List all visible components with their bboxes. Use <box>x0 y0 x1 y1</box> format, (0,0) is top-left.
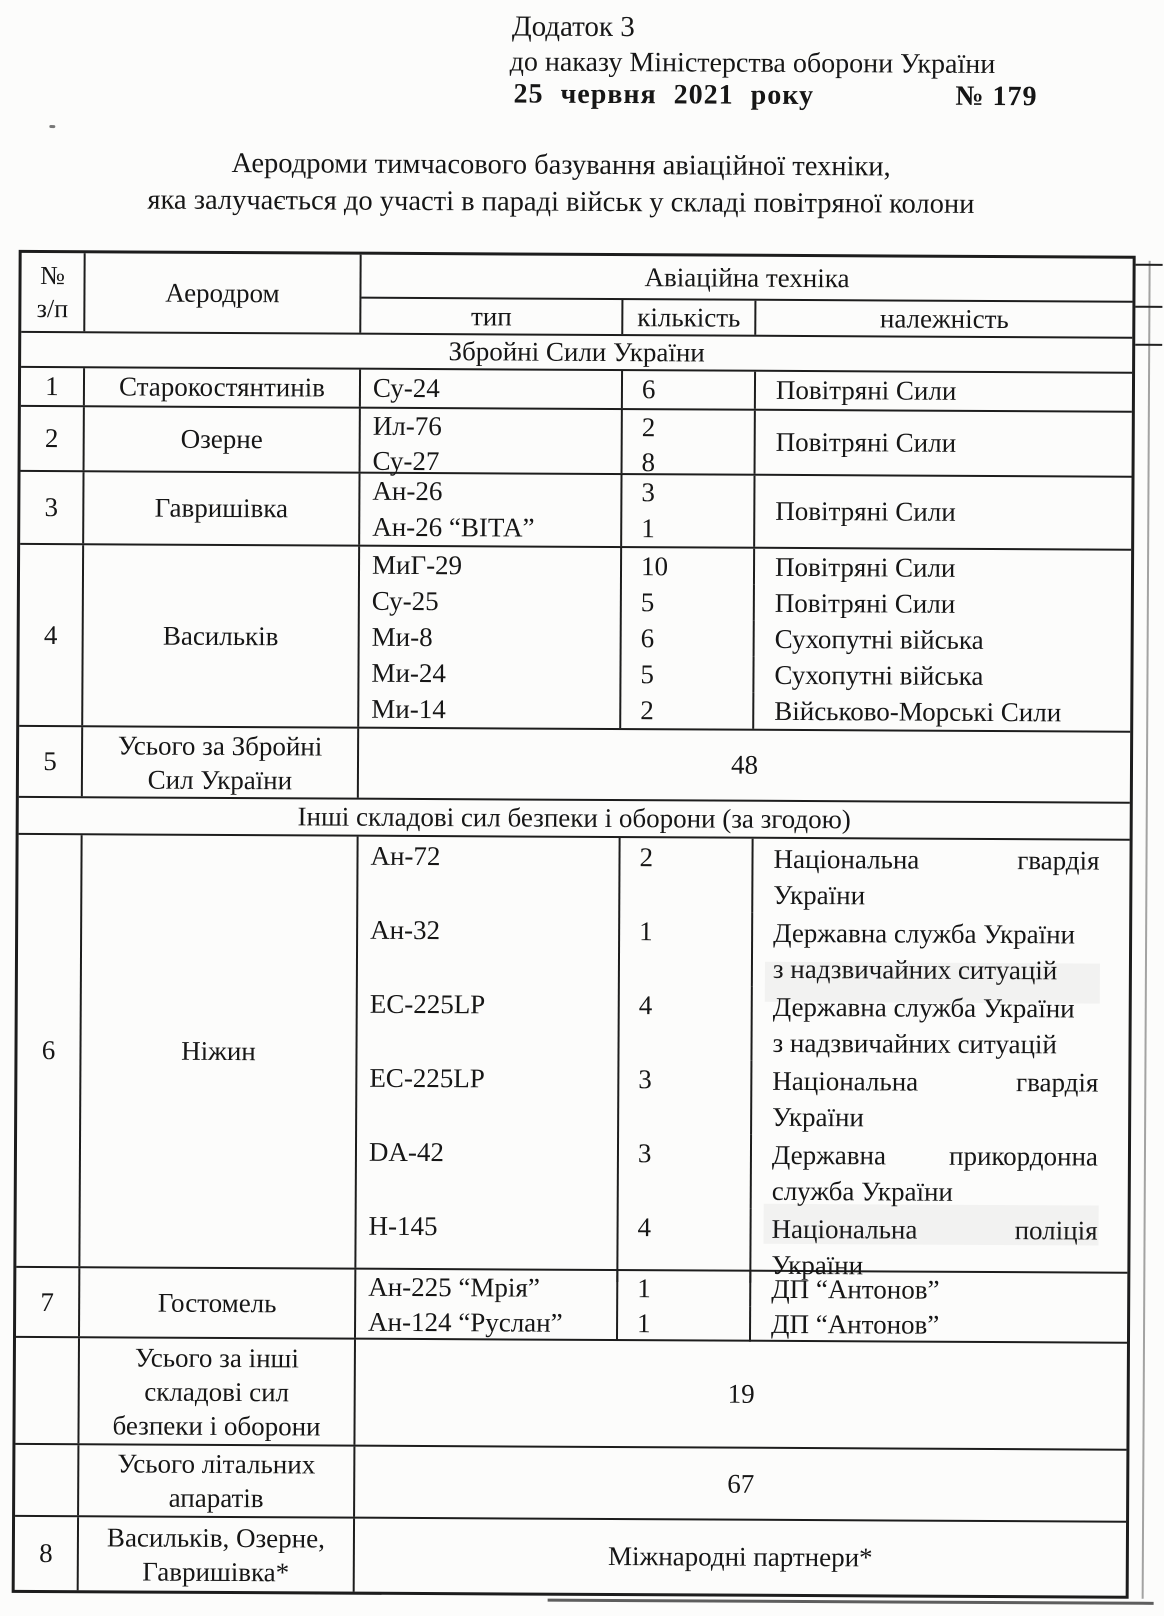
aircraft-qty-list <box>623 410 756 478</box>
table-row <box>21 407 1132 478</box>
scan-artifact-bottom-line <box>548 1599 1154 1605</box>
aircraft-type: ЕС-225LP <box>357 1059 619 1134</box>
scan-artifact-bleed-line <box>1135 344 1162 346</box>
owner-line: Державна служба України <box>773 917 1076 950</box>
table-subheader-row <box>361 299 1132 337</box>
subtotal-label <box>79 1338 356 1444</box>
aircraft-type: Ми-24 <box>359 655 621 692</box>
aerodrome-cell: Гавришівка <box>84 472 360 544</box>
subtotal-value: 48 <box>730 749 759 780</box>
aircraft-entry <box>360 547 1131 587</box>
aircraft-owner <box>753 839 1129 915</box>
aircraft-qty: 1 <box>618 1271 751 1307</box>
page-title-line2: яка залучається до участі в параді військ у складі повітряної колони <box>147 184 975 220</box>
aircraft-entry <box>359 691 1130 731</box>
owner-line: з надзвичайних ситуацій <box>772 953 1058 986</box>
column-header-tech: Авіаційна техніка <box>361 255 1132 303</box>
aircraft-qty: 3 <box>619 1134 752 1209</box>
owner-line: України <box>771 1249 864 1281</box>
aircraft-type: Ми-14 <box>359 691 621 728</box>
aircraft-entry <box>356 1270 1127 1309</box>
owner-line: служба України <box>771 1175 953 1207</box>
aircraft-qty: 3 <box>641 477 656 508</box>
aircraft-qty: 1 <box>641 512 655 543</box>
row-number: 3 <box>20 472 84 543</box>
owner-line <box>772 1063 1098 1101</box>
aircraft-entry <box>357 1059 1128 1137</box>
row-number: 2 <box>21 407 85 470</box>
table-row <box>15 1517 1126 1596</box>
subtotal-label <box>83 727 359 797</box>
aircraft-entry <box>360 619 1131 659</box>
table-row <box>21 368 1132 413</box>
order-reference: до наказу Міністерства оборони України <box>509 46 996 81</box>
aircraft-qty: 4 <box>619 986 752 1061</box>
subtotal-label-line1: Усього за інші <box>134 1342 299 1373</box>
subtotal-row-armed-forces <box>19 727 1130 804</box>
order-date: 25 червня 2021 року <box>513 78 815 112</box>
section-header-text: Збройні Сили України <box>448 336 705 368</box>
aircraft-type: Ан-32 <box>358 911 620 986</box>
order-number: № 179 <box>955 80 1038 113</box>
aerodrome-cell: Васильків <box>83 545 360 726</box>
owner-word: Національна <box>772 1065 919 1097</box>
scan-artifact-smudge <box>763 1204 1098 1246</box>
subtotal-label-line2: складові сил <box>144 1376 290 1407</box>
column-header-num-line2: з/п <box>36 293 69 324</box>
section-header-other-forces <box>19 798 1130 841</box>
column-header-tech-group <box>361 255 1132 337</box>
order-date-line <box>513 78 1037 113</box>
owner-word: поліція <box>1014 1215 1098 1246</box>
scan-artifact-dot <box>49 125 55 128</box>
aircraft-entry <box>358 837 1129 915</box>
subtotal-label-line3: безпеки і оборони <box>112 1409 321 1441</box>
row-number: 8 <box>15 1517 79 1590</box>
aircraft-type: ЕС-225LP <box>357 985 619 1060</box>
aircraft-type-list <box>360 474 622 546</box>
aircraft-type: DA-42 <box>357 1133 619 1208</box>
aircraft-entries <box>356 1270 1127 1342</box>
column-header-owner: належність <box>879 302 1009 334</box>
grand-total-value: 67 <box>727 1468 755 1499</box>
row-number: 1 <box>21 368 85 405</box>
aircraft-entry <box>360 583 1131 623</box>
aircraft-owner: Військово-Морські Сили <box>774 695 1062 727</box>
section-header-armed-forces <box>21 333 1132 374</box>
aerodrome-line2: Гавришівка* <box>142 1556 290 1587</box>
aircraft-qty: 2 <box>641 412 656 443</box>
subtotal-value: 19 <box>727 1378 755 1409</box>
aircraft-owner <box>752 1061 1128 1137</box>
scan-artifact-bleed-line <box>1136 264 1163 266</box>
aircraft-entries <box>359 547 1131 731</box>
owner-line: України <box>772 1101 864 1133</box>
aerodrome-cell: Ніжин <box>80 835 358 1267</box>
column-header-num <box>21 253 85 331</box>
appendix-label: Додаток 3 <box>511 10 635 44</box>
aircraft-owner: Повітряні Сили <box>774 587 956 619</box>
aircraft-qty: 4 <box>618 1208 751 1283</box>
aircraft-type: Ан-124 “Руслан” <box>356 1305 618 1341</box>
aircraft-type: Ан-26 “ВІТА” <box>372 511 535 543</box>
aircraft-qty: 1 <box>620 912 753 987</box>
aircraft-type: Ми-8 <box>360 619 622 656</box>
row-number: 5 <box>19 727 83 796</box>
table-row <box>16 1268 1127 1344</box>
aircraft-type: Ан-72 <box>358 837 620 912</box>
section-header-text: Інші складові сил безпеки і оборони (за згодою) <box>297 801 851 835</box>
grand-total-label-line2: апаратів <box>168 1482 264 1514</box>
aircraft-qty: 5 <box>621 656 754 693</box>
row-number-empty <box>15 1445 79 1515</box>
aircraft-type: Ан-26 <box>372 475 443 507</box>
aircraft-type: Ан-225 “Мрія” <box>356 1270 618 1306</box>
aircraft-type-list <box>361 409 623 477</box>
aircraft-qty: 10 <box>622 548 755 585</box>
table-row <box>19 545 1131 733</box>
column-header-qty: кількість <box>623 300 756 335</box>
grand-total-label-line1: Усього літальних <box>117 1448 316 1480</box>
owner-word: Державна <box>771 1139 887 1171</box>
aircraft-qty: 3 <box>619 1060 752 1135</box>
owner-line: Державна служба України <box>772 991 1075 1024</box>
owner-word: гвардія <box>1017 845 1100 876</box>
grand-total-row <box>15 1445 1126 1523</box>
scan-artifact-bleed-line <box>1135 306 1162 308</box>
scan-artifact-vertical-line <box>1142 261 1151 1599</box>
row-number-empty <box>15 1338 80 1443</box>
aircraft-owner <box>752 1135 1128 1211</box>
aircraft-entry <box>359 655 1130 695</box>
aircraft-owner: ДП “Антонов” <box>770 1308 940 1340</box>
aircraft-qty: 6 <box>622 620 755 657</box>
airfields-table <box>12 250 1136 1599</box>
grand-total-label <box>79 1445 355 1516</box>
owner-word: Національна <box>773 843 920 875</box>
owner-line: з надзвичайних ситуацій <box>772 1027 1057 1060</box>
aircraft-type: Н-145 <box>356 1207 618 1282</box>
scan-artifact-smudge <box>765 962 1100 1004</box>
aircraft-type: Су-27 <box>372 445 440 477</box>
owner-word: гвардія <box>1016 1067 1099 1098</box>
subtotal-label-line1: Усього за Збройні <box>117 729 323 761</box>
page-title-line1: Аеродроми тимчасового базування авіаційної техніки, <box>231 148 891 183</box>
column-header-aerodrome: Аеродром <box>85 253 361 332</box>
aircraft-qty: 2 <box>621 692 754 729</box>
aircraft-qty: 2 <box>620 838 753 913</box>
column-header-type: тип <box>361 299 623 334</box>
column-header-num-line1: № <box>40 261 66 291</box>
aircraft-qty: 1 <box>618 1306 751 1342</box>
owner-line <box>773 841 1099 879</box>
row-number: 4 <box>19 545 84 725</box>
subtotal-row-other-forces <box>15 1338 1127 1451</box>
aerodrome-cell: Старокостянтинів <box>85 368 361 406</box>
aerodrome-cell <box>79 1517 355 1591</box>
owner-word: прикордонна <box>948 1140 1099 1172</box>
partners-cell: Міжнародні партнери* <box>608 1540 873 1573</box>
aircraft-qty-list <box>622 475 755 547</box>
page-title <box>0 144 1123 224</box>
aircraft-owner: Сухопутні війська <box>774 659 984 691</box>
aerodrome-line1: Васильків, Озерне, <box>106 1521 325 1554</box>
aerodrome-cell: Озерне <box>85 407 361 471</box>
aircraft-owner: Сухопутні війська <box>774 623 984 655</box>
aircraft-owner: Повітряні Сили <box>775 374 957 406</box>
aircraft-type: Су-25 <box>360 583 622 620</box>
aircraft-owner: Повітряні Сили <box>775 426 957 458</box>
aircraft-owner: ДП “Антонов” <box>771 1273 940 1305</box>
aircraft-type: Ил-76 <box>372 410 442 442</box>
aircraft-entry <box>356 1305 1127 1344</box>
aircraft-type: МиГ-29 <box>360 547 622 584</box>
aircraft-type: Су-24 <box>361 370 623 408</box>
subtotal-label-line2: Сил України <box>147 764 293 795</box>
aircraft-entry <box>357 1133 1128 1211</box>
row-number: 6 <box>16 835 82 1266</box>
aerodrome-cell: Гостомель <box>80 1268 356 1337</box>
table-row <box>20 472 1131 551</box>
owner-line <box>772 1137 1098 1175</box>
table-header-row <box>21 253 1132 339</box>
owner-line: України <box>773 879 866 911</box>
aircraft-qty: 6 <box>623 371 756 409</box>
aircraft-owner: Повітряні Сили <box>774 551 956 583</box>
aircraft-qty: 5 <box>622 584 755 621</box>
row-number: 7 <box>16 1268 80 1336</box>
aircraft-owner: Повітряні Сили <box>775 495 956 527</box>
owner-word: Національна <box>771 1213 918 1245</box>
aircraft-qty: 8 <box>641 447 656 478</box>
